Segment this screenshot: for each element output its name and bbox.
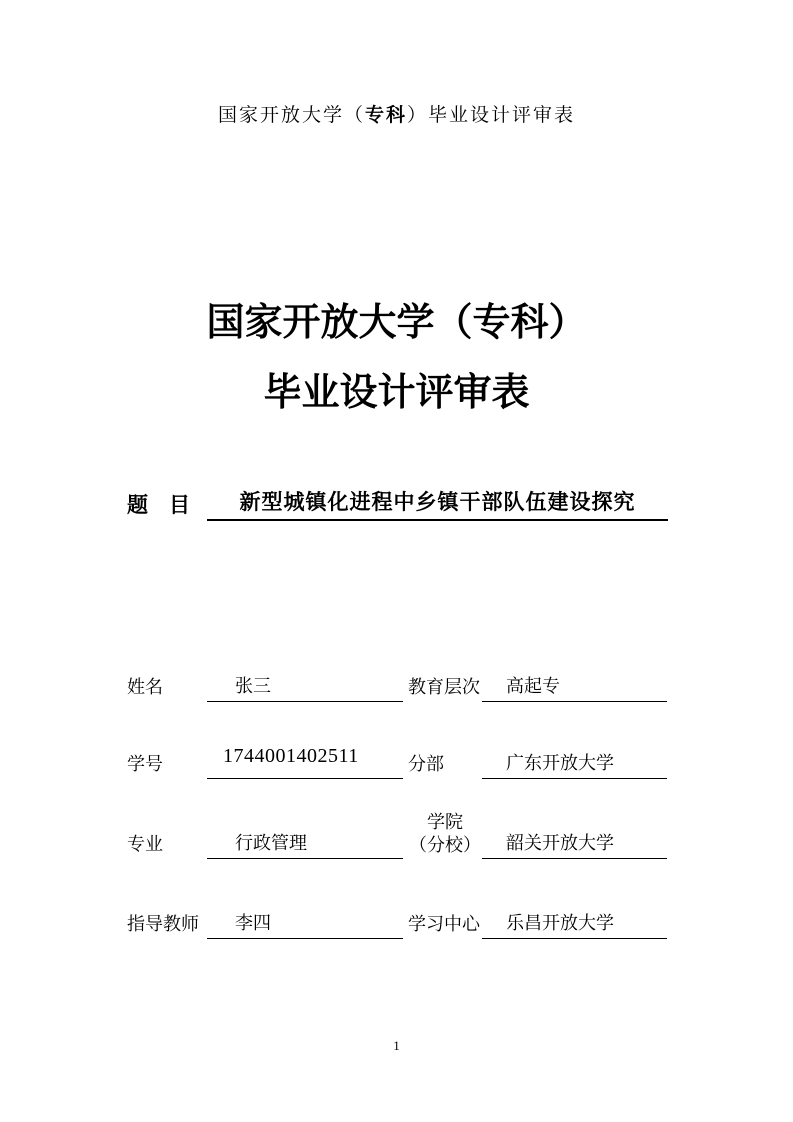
education-level-label: 教育层次 — [408, 677, 480, 697]
branch-label: 分部 — [408, 754, 444, 774]
header-text-bold: 专科 — [364, 105, 407, 126]
student-id-label: 学号 — [127, 754, 163, 774]
document-title — [0, 288, 793, 428]
topic-label: 题 目 — [127, 494, 190, 517]
advisor-label: 指导教师 — [127, 914, 199, 934]
learning-center-value: 乐昌开放大学 — [482, 909, 667, 939]
name-value: 张三 — [207, 672, 403, 702]
document-header — [0, 100, 793, 127]
document-title-line1: 国家开放大学（专科） — [206, 302, 587, 344]
form-row-major — [127, 807, 667, 859]
college-label-line1: 学院 — [427, 812, 463, 832]
branch-value: 广东开放大学 — [482, 749, 667, 779]
header-text-suffix: ）毕业设计评审表 — [407, 105, 576, 126]
college-label-line2: （分校） — [409, 835, 481, 855]
major-label: 专业 — [127, 834, 163, 854]
page-number: 1 — [393, 1038, 400, 1053]
form-row-name — [127, 672, 667, 702]
college-label — [408, 811, 482, 859]
advisor-value: 李四 — [207, 909, 403, 939]
document-title-line2: 毕业设计评审表 — [263, 372, 530, 414]
header-text-prefix: 国家开放大学（ — [217, 105, 365, 126]
topic-value: 新型城镇化进程中乡镇干部队伍建设探究 — [207, 486, 668, 521]
name-label: 姓名 — [127, 677, 163, 697]
education-level-value: 高起专 — [482, 672, 667, 702]
college-value: 韶关开放大学 — [482, 829, 667, 859]
form-row-student-id — [127, 745, 667, 779]
student-id-value: 1744001402511 — [207, 745, 403, 779]
learning-center-label: 学习中心 — [408, 914, 480, 934]
form-row-advisor — [127, 909, 667, 939]
topic-row — [127, 488, 668, 521]
major-value: 行政管理 — [207, 829, 403, 859]
